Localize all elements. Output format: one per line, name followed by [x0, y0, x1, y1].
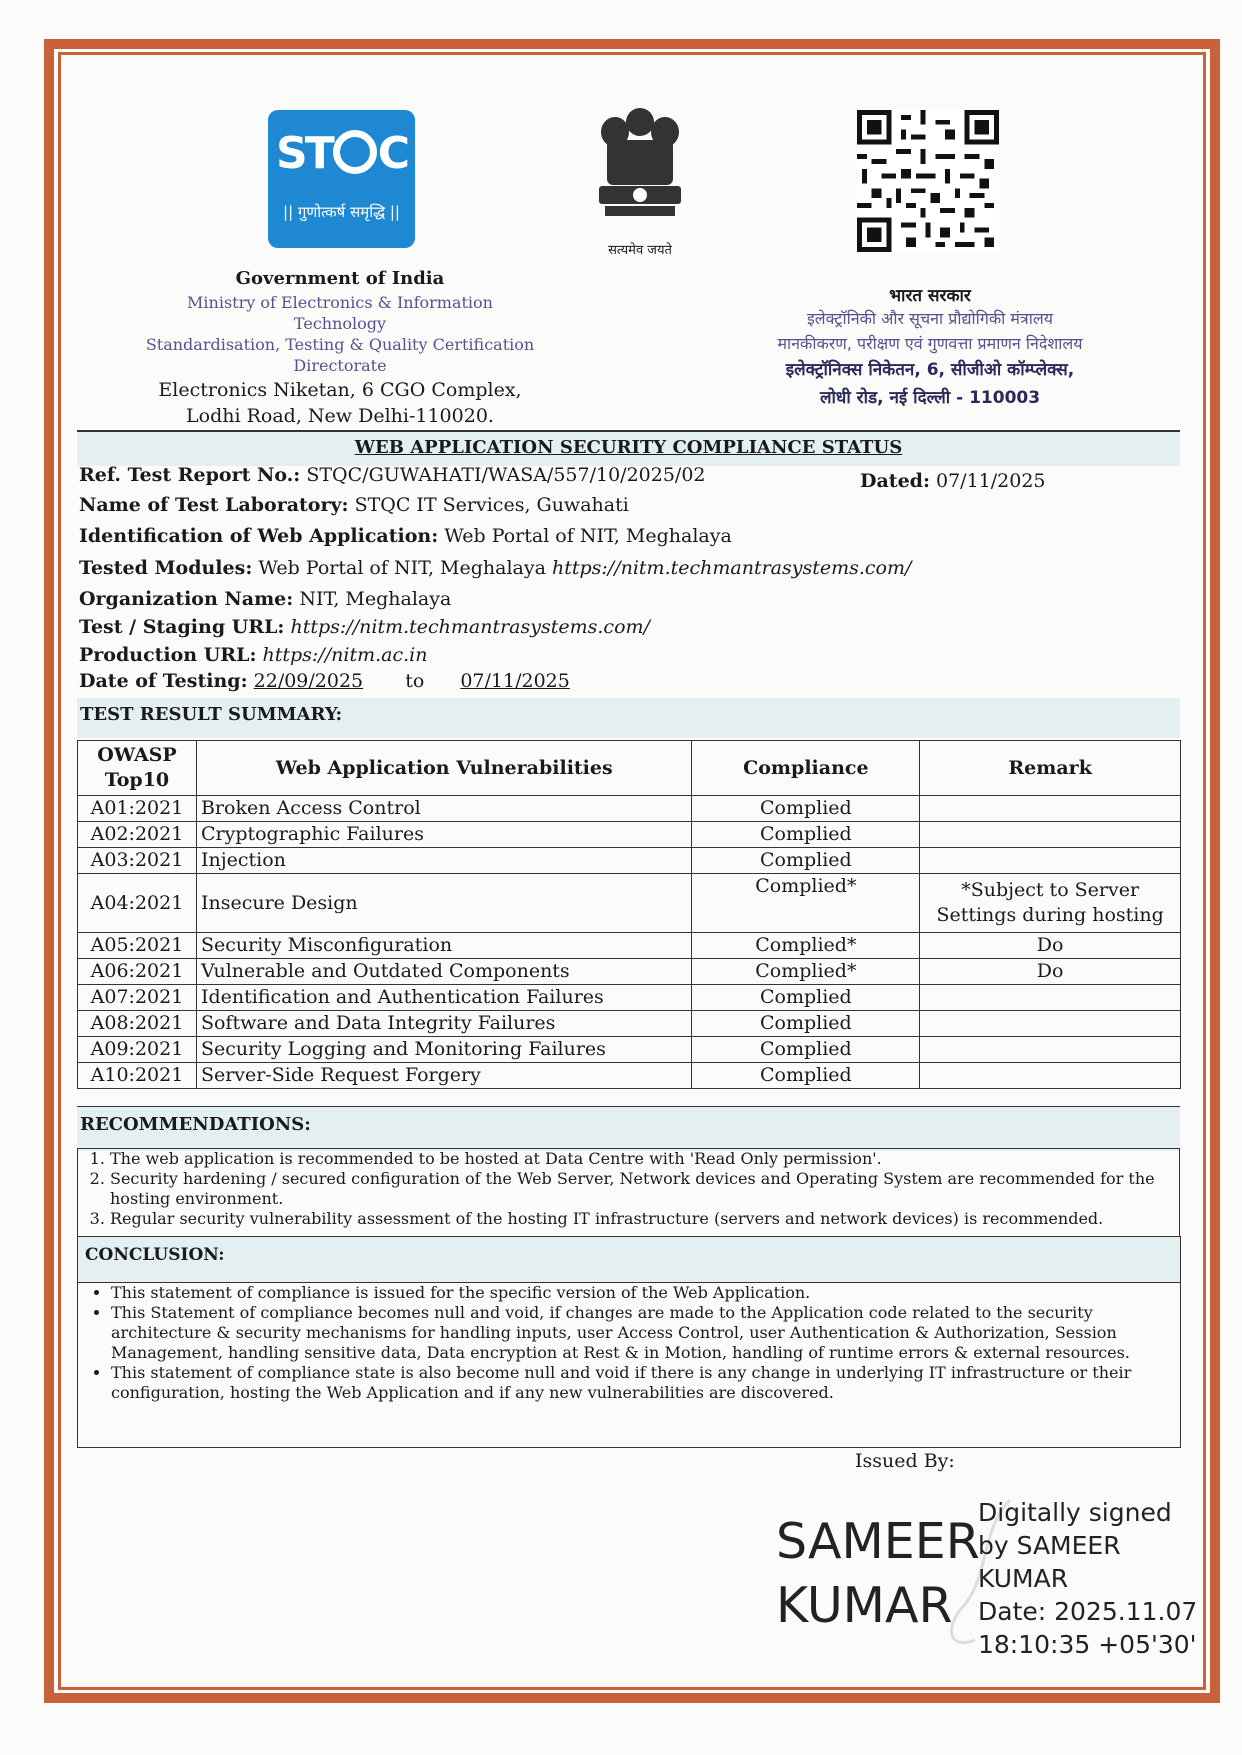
web-app-field [79, 525, 732, 547]
address-hindi-line1: इलेक्ट्रॉनिक्स निकेतन, 6, सीजीओ कॉम्प्लेक्स, [785, 360, 1075, 380]
cell-vulnerability: Vulnerable and Outdated Components [196, 959, 691, 985]
signer-name-line2: KUMAR [776, 1577, 953, 1634]
table-header-row [78, 741, 1181, 796]
conclusion-item: • This statement of compliance is issued for the specific version of the Web Application. [111, 1283, 1196, 1303]
cell-compliance: Complied [692, 1011, 920, 1037]
ministry-line1: Ministry of Electronics & Information [187, 293, 493, 312]
cell-remark [920, 848, 1181, 874]
cell-compliance: Complied [692, 1037, 920, 1063]
directorate-hindi: मानकीकरण, परीक्षण एवं गुणवत्ता प्रमाणन निदेशालय [777, 334, 1083, 353]
issued-by-label: Issued By: [855, 1450, 955, 1472]
recommendations-title: RECOMMENDATIONS: [80, 1114, 311, 1135]
cell-id: A03:2021 [78, 848, 197, 874]
cell-id: A07:2021 [78, 985, 197, 1011]
col-header-remark: Remark [920, 741, 1181, 796]
table-row [78, 985, 1181, 1011]
table-row [78, 848, 1181, 874]
cell-compliance: Complied* [692, 959, 920, 985]
lab-value: STQC IT Services, Guwahati [354, 494, 629, 516]
prod-label: Production URL: [79, 644, 257, 666]
cell-vulnerability: Identification and Authentication Failures [196, 985, 691, 1011]
cell-id: A09:2021 [78, 1037, 197, 1063]
qr-code[interactable] [857, 110, 999, 252]
directorate-line2: Directorate [293, 356, 387, 375]
org-value: NIT, Meghalaya [299, 588, 452, 610]
summary-title: TEST RESULT SUMMARY: [80, 704, 343, 725]
col-header-compliance: Compliance [692, 741, 920, 796]
signature-date: Date: 2025.11.07 [978, 1597, 1198, 1626]
staging-url-link[interactable]: https://nitm.techmantrasystems.com/ [290, 616, 650, 638]
cell-remark [920, 1037, 1181, 1063]
results-table [77, 740, 1181, 1089]
conclusion-title: CONCLUSION: [85, 1245, 225, 1265]
header-right [735, 283, 1125, 412]
cell-vulnerability: Server-Side Request Forgery [196, 1063, 691, 1089]
ref-label: Ref. Test Report No.: [79, 464, 301, 486]
dated-value: 07/11/2025 [936, 470, 1046, 492]
cell-compliance: Complied [692, 1063, 920, 1089]
testing-date-to: 07/11/2025 [460, 670, 570, 692]
cell-compliance: Complied* [692, 874, 920, 933]
web-app-value: Web Portal of NIT, Meghalaya [444, 525, 732, 547]
table-row [78, 874, 1181, 933]
conclusion-item: • This Statement of compliance becomes null and void, if changes are made to the Application code related to the security architecture & security mechanisms for handling inputs, user Access Control, user Authentication & Authorization, Session Management, handling sensitive data, Data encryption at Rest & in Motion, handling of runtime errors & external resources. [111, 1303, 1196, 1363]
signer-name-line1: SAMEER [776, 1513, 980, 1570]
prod-url-link[interactable]: https://nitm.ac.in [262, 644, 428, 666]
cell-id: A08:2021 [78, 1011, 197, 1037]
cell-vulnerability: Security Misconfiguration [196, 933, 691, 959]
ref-value: STQC/GUWAHATI/WASA/557/10/2025/02 [306, 464, 706, 486]
table-row [78, 959, 1181, 985]
address-line2: Lodhi Road, New Delhi-110020. [186, 405, 494, 427]
cell-id: A10:2021 [78, 1063, 197, 1089]
conclusion-list [85, 1283, 1196, 1403]
staging-label: Test / Staging URL: [79, 616, 285, 638]
emblem-motto: सत्यमेव जयते [608, 243, 672, 258]
cell-id: A05:2021 [78, 933, 197, 959]
gov-title: Government of India [235, 268, 445, 289]
cell-remark [920, 1063, 1181, 1089]
table-row [78, 1063, 1181, 1089]
document-title: WEB APPLICATION SECURITY COMPLIANCE STATUS [354, 437, 903, 458]
ref-report-field [79, 464, 706, 486]
cell-remark: Do [920, 959, 1181, 985]
modules-value: Web Portal of NIT, Meghalaya [258, 557, 546, 579]
modules-field [79, 557, 911, 579]
address-hindi-line2: लोधी रोड, नई दिल्ली - 110003 [819, 388, 1041, 408]
prod-url-field [79, 644, 427, 666]
cell-remark [920, 985, 1181, 1011]
cell-compliance: Complied [692, 985, 920, 1011]
cell-remark [920, 822, 1181, 848]
modules-label: Tested Modules: [79, 557, 253, 579]
table-row [78, 796, 1181, 822]
web-app-label: Identification of Web Application: [79, 525, 439, 547]
signature-detail-line: by SAMEER [978, 1531, 1121, 1560]
cell-vulnerability: Security Logging and Monitoring Failures [196, 1037, 691, 1063]
cell-id: A04:2021 [78, 874, 197, 933]
dated-label: Dated: [860, 470, 930, 492]
cell-compliance: Complied [692, 848, 920, 874]
testing-date-field [79, 670, 570, 692]
staging-url-field [79, 616, 650, 638]
signature-detail-line: KUMAR [978, 1564, 1069, 1593]
cell-vulnerability: Injection [196, 848, 691, 874]
table-row [78, 822, 1181, 848]
signer-name [776, 1510, 980, 1638]
cell-remark: *Subject to Server Settings during hosting [920, 874, 1181, 933]
stqc-logo [268, 110, 415, 248]
lab-label: Name of Test Laboratory: [79, 494, 349, 516]
cell-id: A06:2021 [78, 959, 197, 985]
col-header-owasp: OWASP Top10 [78, 741, 197, 796]
recommendations-list [80, 1149, 1190, 1229]
ministry-line2: Technology [293, 314, 387, 333]
cell-remark [920, 796, 1181, 822]
org-label: Organization Name: [79, 588, 294, 610]
table-row [78, 1011, 1181, 1037]
table-row [78, 1037, 1181, 1063]
col-header-vulnerabilities: Web Application Vulnerabilities [196, 741, 691, 796]
recommendation-item: 2. Security hardening / secured configuration of the Web Server, Network devices and Operating System are recommended for the hosting environment. [110, 1169, 1190, 1209]
cell-remark [920, 1011, 1181, 1037]
cell-vulnerability: Cryptographic Failures [196, 822, 691, 848]
cell-id: A01:2021 [78, 796, 197, 822]
address-line1: Electronics Niketan, 6 CGO Complex, [158, 379, 522, 401]
conclusion-item: • This statement of compliance state is also become null and void if there is any change in underlying IT infrastructure or their configuration, hosting the Web Application and if any new vulnerabilities are discovered. [111, 1363, 1196, 1403]
lab-field [79, 494, 629, 516]
org-field [79, 588, 451, 610]
table-row [78, 933, 1181, 959]
testing-date-from: 22/09/2025 [253, 670, 364, 692]
stqc-logo-mark: ST C [276, 128, 407, 179]
modules-url-link[interactable]: https://nitm.techmantrasystems.com/ [551, 557, 912, 579]
signature-time: 18:10:35 +05'30' [978, 1630, 1197, 1659]
signature-detail-line: Digitally signed [978, 1498, 1172, 1527]
cell-vulnerability: Insecure Design [196, 874, 691, 933]
dated-field [860, 470, 1046, 492]
cell-compliance: Complied [692, 822, 920, 848]
recommendation-item: 1. The web application is recommended to be hosted at Data Centre with 'Read Only permission'. [110, 1149, 1190, 1169]
testing-date-to-word: to [405, 670, 425, 692]
cell-vulnerability: Software and Data Integrity Failures [196, 1011, 691, 1037]
national-emblem-icon [585, 100, 695, 230]
stqc-logo-tagline: || गुणोत्कर्ष समृद्धि || [283, 203, 400, 221]
cell-remark: Do [920, 933, 1181, 959]
cell-id: A02:2021 [78, 822, 197, 848]
gov-title-hindi: भारत सरकार [889, 286, 971, 306]
digital-signature-details [978, 1496, 1198, 1661]
header-left [120, 268, 560, 428]
directorate-line1: Standardisation, Testing & Quality Certification [145, 335, 535, 354]
cell-vulnerability: Broken Access Control [196, 796, 691, 822]
recommendation-item: 3. Regular security vulnerability assessment of the hosting IT infrastructure (servers and network devices) is recommended. [110, 1209, 1190, 1229]
testing-date-label: Date of Testing: [79, 670, 248, 692]
cell-compliance: Complied [692, 796, 920, 822]
ministry-hindi: इलेक्ट्रॉनिकी और सूचना प्रौद्योगिकी मंत्रालय [806, 309, 1054, 328]
cell-compliance: Complied* [692, 933, 920, 959]
